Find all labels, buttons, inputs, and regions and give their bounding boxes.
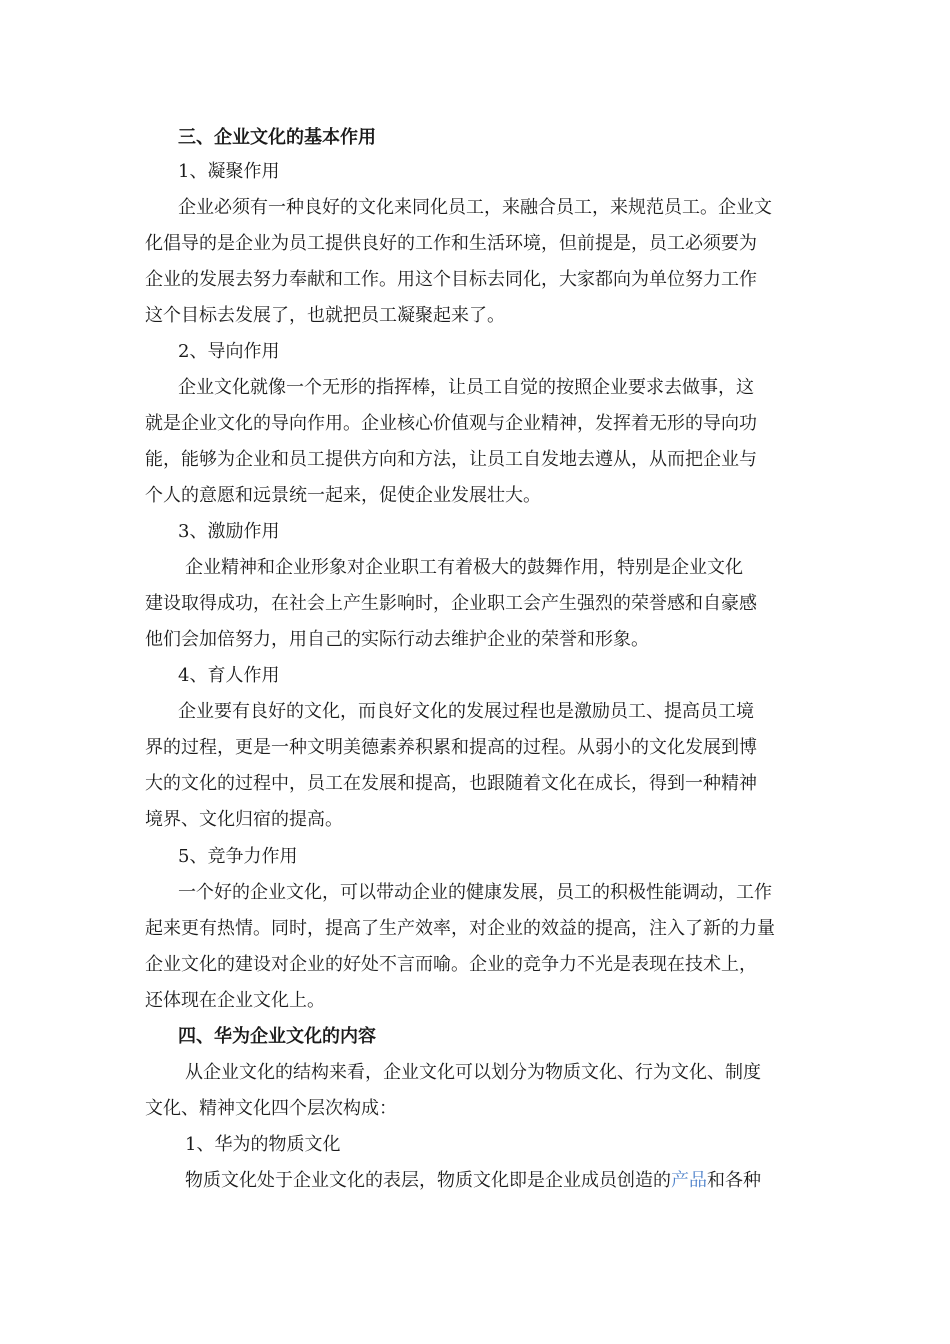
paragraph-line: 文化、精神文化四个层次构成：: [145, 1098, 397, 1119]
paragraph-line: 企业文化的建设对企业的好处不言而喻。企业的竞争力不光是表现在技术上，: [145, 954, 757, 975]
subsection-title: 1、凝聚作用: [178, 161, 280, 182]
paragraph-line: 企业必须有一种良好的文化来同化员工，来融合员工，来规范员工。企业文: [178, 197, 772, 218]
paragraph-line: 大的文化的过程中，员工在发展和提高，也跟随着文化在成长，得到一种精神: [145, 773, 757, 794]
paragraph-line: 企业要有良好的文化，而良好文化的发展过程也是激励员工、提高员工境: [178, 701, 754, 722]
paragraph-line: 个人的意愿和远景统一起来，促使企业发展壮大。: [145, 485, 541, 506]
subsection-title: 2、导向作用: [178, 341, 280, 362]
paragraph-line: 建设取得成功，在社会上产生影响时，企业职工会产生强烈的荣誉感和自豪感: [145, 593, 757, 614]
paragraph-line: 这个目标去发展了，也就把员工凝聚起来了。: [145, 305, 505, 326]
paragraph-line: 能，能够为企业和员工提供方向和方法，让员工自发地去遵从，从而把企业与: [145, 449, 757, 470]
paragraph-line: 境界、文化归宿的提高。: [145, 809, 343, 830]
paragraph-line: 还体现在企业文化上。: [145, 990, 325, 1011]
subsection-title: 5、竞争力作用: [178, 846, 298, 867]
paragraph-line: 就是企业文化的导向作用。企业核心价值观与企业精神，发挥着无形的导向功: [145, 413, 757, 434]
paragraph-line: 起来更有热情。同时，提高了生产效率，对企业的效益的提高，注入了新的力量: [145, 918, 775, 939]
paragraph-line: 界的过程，更是一种文明美德素养积累和提高的过程。从弱小的文化发展到博: [145, 737, 757, 758]
section-heading: 四、华为企业文化的内容: [178, 1026, 376, 1047]
subsection-title: 3、激励作用: [178, 521, 280, 542]
paragraph-text: 物质文化处于企业文化的表层，物质文化即是企业成员创造的: [185, 1170, 671, 1191]
section-heading: 三、企业文化的基本作用: [178, 127, 376, 148]
paragraph-text: 和各种: [707, 1170, 761, 1191]
paragraph-line: 企业精神和企业形象对企业职工有着极大的鼓舞作用，特别是企业文化: [185, 557, 743, 578]
paragraph-line: [185, 1169, 810, 1193]
paragraph-line: 企业文化就像一个无形的指挥棒，让员工自觉的按照企业要求去做事，这: [178, 377, 754, 398]
paragraph-line: 从企业文化的结构来看，企业文化可以划分为物质文化、行为文化、制度: [185, 1062, 761, 1083]
product-link[interactable]: 产品: [671, 1170, 707, 1191]
paragraph-line: 化倡导的是企业为员工提供良好的工作和生活环境，但前提是，员工必须要为: [145, 233, 757, 254]
subsection-title: 1、华为的物质文化: [185, 1134, 341, 1155]
paragraph-line: 企业的发展去努力奉献和工作。用这个目标去同化，大家都向为单位努力工作: [145, 269, 757, 290]
paragraph-line: 一个好的企业文化，可以带动企业的健康发展，员工的积极性能调动，工作: [178, 882, 772, 903]
subsection-title: 4、育人作用: [178, 665, 280, 686]
paragraph-line: 他们会加倍努力，用自己的实际行动去维护企业的荣誉和形象。: [145, 629, 649, 650]
